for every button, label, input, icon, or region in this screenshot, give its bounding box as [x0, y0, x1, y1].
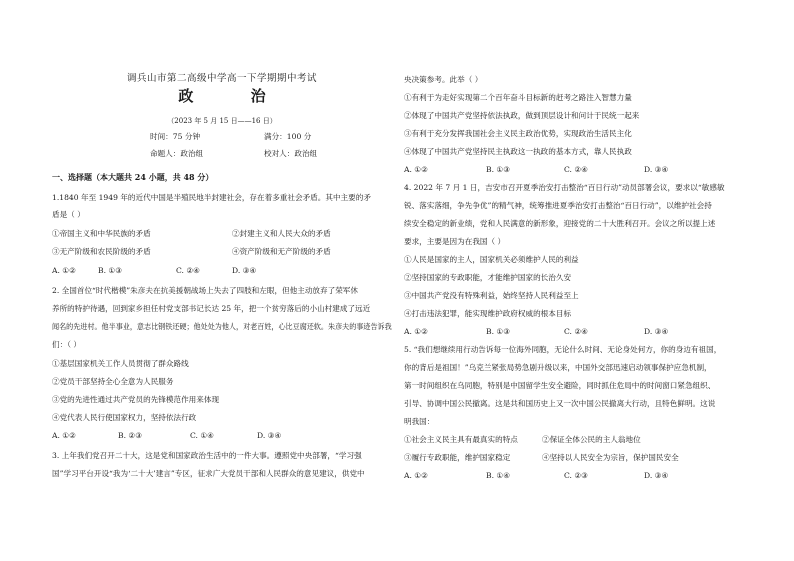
- statement-item: ④党代表人民行使国家权力，坚持依法行政: [52, 413, 197, 422]
- option-c[interactable]: C. ②④: [176, 266, 200, 275]
- section-title: 一、选择题（本大题共 24 小题，共 48 分）: [52, 172, 214, 182]
- option-d[interactable]: D. ③④: [644, 165, 669, 174]
- question-text-line: 闻名的先进村。他半事业，意志比钢铁还硬；他处处为他人，对老百姓，心比豆腐还软。朱彦夫的事迹告诉我: [52, 322, 392, 331]
- statement-item: ①帝国主义和中华民族的矛盾: [52, 229, 151, 238]
- option-a[interactable]: A. ①②: [404, 327, 428, 336]
- statement-item: ①社会主义民主具有最真实的特点: [404, 435, 518, 444]
- question-text-line: 锐、落实落细，争先争优”的精气神，统筹推进夏季治安打击整治“百日行动”，以维护社会持: [404, 201, 712, 210]
- statement-item: ④打击违法犯罪，能实现维护政府权威的根本目标: [404, 309, 572, 318]
- option-c[interactable]: C. ①④: [190, 431, 214, 440]
- option-b[interactable]: B. ②③: [118, 431, 143, 440]
- exam-time: 时间：75 分钟: [150, 132, 201, 141]
- statement-item: ④坚持以人民安全为宗旨，保护国民安全: [542, 453, 679, 462]
- statement-item: ③有利于充分发挥我国社会主义民主政治优势，实现政治生活民主化: [404, 129, 632, 138]
- question-text-line: 要求，主要是因为在我国（ ）: [404, 237, 506, 246]
- statement-item: ②党员干部坚持全心全意为人民服务: [52, 377, 174, 386]
- statement-item: ③无产阶级和农民阶级的矛盾: [52, 247, 151, 256]
- exam-setter: 命题人：政治组: [150, 149, 204, 158]
- question-text-line: 国”学习平台开设“我为‘二十大’建言”专区，征求广大党员干部和人民群众的意见建议，供党中: [52, 469, 365, 478]
- option-b[interactable]: B. ①④: [486, 471, 511, 480]
- statement-item: ④资产阶级和无产阶级的矛盾: [232, 247, 331, 256]
- option-b[interactable]: B. ①③: [98, 266, 123, 275]
- question-text-line: 第一时间组织在乌同胞，特别是中国留学生安全避险，同时抓住危局中的时间窗口紧急组织、: [404, 381, 716, 390]
- question-text-line: 你的背后是祖国！”乌克兰紧张局势急剧升级以来，中国外交部迅速启动领事保护应急机制，: [404, 363, 712, 372]
- question-text-line: 们：（ ）: [52, 340, 81, 349]
- question-text-line: 央决策参考。此举（ ）: [404, 75, 483, 84]
- statement-item: ④体现了中国共产党坚持民主执政这一执政的基本方式，靠人民执政: [404, 147, 632, 156]
- exam-date: （2023 年 5 月 15 日——16 日）: [167, 117, 277, 125]
- subject-title: 政 治: [178, 87, 292, 105]
- question-text-line: 盾是（ ）: [52, 210, 85, 219]
- option-a[interactable]: A. ①②: [52, 431, 76, 440]
- option-c[interactable]: C. ②④: [564, 165, 588, 174]
- statement-item: ③党的先进性通过共产党员的先锋模范作用来体现: [52, 395, 220, 404]
- option-d[interactable]: D. ③④: [644, 327, 669, 336]
- statement-item: ①有利于为走好实现第二个百年奋斗目标新的赶考之路注入智慧力量: [404, 93, 632, 102]
- statement-item: ②保证全体公民的主人翁地位: [542, 435, 641, 444]
- question-text-line: 2. 全国首位“时代楷模”朱彦夫在抗美援朝战场上失去了四肢和左眼，但他主动放弃了荣军休: [52, 286, 358, 295]
- statement-item: ③中国共产党没有特殊利益，始终坚持人民利益至上: [404, 291, 579, 300]
- statement-item: ②坚持国家的专政职能，才能维护国家的长治久安: [404, 273, 572, 282]
- question-text-line: 1.1840 年至 1949 年的近代中国是半殖民地半封建社会，存在着多重社会矛盾。其中主要的矛: [52, 193, 371, 202]
- option-d[interactable]: D. ③④: [257, 431, 282, 440]
- option-d[interactable]: D. ③④: [644, 471, 669, 480]
- question-text-line: 4. 2022 年 7 月 1 日，吉安市召开夏季治安打击整治“百日行动”动员部署会议，要求以“敏感敏: [404, 183, 725, 192]
- statement-item: ①基层国家机关工作人员贯彻了群众路线: [52, 359, 189, 368]
- statement-item: ③履行专政职能，维护国家稳定: [404, 453, 511, 462]
- statement-item: ②封建主义和人民大众的矛盾: [232, 229, 331, 238]
- option-a[interactable]: A. ①②: [52, 266, 76, 275]
- exam-score: 满分：100 分: [264, 132, 312, 141]
- question-text-line: 引导、协调中国公民撤离。这是共和国历史上又一次中国公民撤离大行动，且特色鲜明。这说: [404, 399, 716, 408]
- option-a[interactable]: A. ①②: [404, 165, 428, 174]
- statement-item: ①人民是国家的主人，国家机关必须维护人民的利益: [404, 255, 579, 264]
- option-c[interactable]: C. ②④: [564, 327, 588, 336]
- exam-title: 调兵山市第二高级中学高一下学期期中考试: [126, 73, 317, 84]
- question-text-line: 3. 上年我们党召开二十大，这是党和国家政治生活中的一件大事。遵照党中央部署，“学习强: [52, 451, 362, 460]
- option-d[interactable]: D. ③④: [232, 266, 257, 275]
- question-text-line: 续安全稳定的新业绩，党和人民满意的新形象，迎接党的二十大胜利召开。会议之所以提上述: [404, 219, 716, 228]
- option-b[interactable]: B. ①③: [486, 327, 511, 336]
- question-text-line: 5. “我们想继续用行动告诉每一位海外同胞，无论什么时间、无论身处何方，你的身边有祖国，: [404, 345, 722, 354]
- option-c[interactable]: C. ②③: [564, 471, 588, 480]
- statement-item: ②体现了中国共产党坚持依法执政，做到顶层设计和问计于民统一起来: [404, 111, 640, 120]
- question-text-line: 明我国：: [404, 417, 435, 426]
- question-text-line: 养所的特护待遇，回到家乡担任村党支部书记长达 25 年，把一个贫穷落后的小山村建成了远近: [52, 304, 371, 313]
- exam-checker: 校对人：政治组: [264, 149, 318, 158]
- option-b[interactable]: B. ①③: [486, 165, 511, 174]
- option-a[interactable]: A. ①②: [404, 471, 428, 480]
